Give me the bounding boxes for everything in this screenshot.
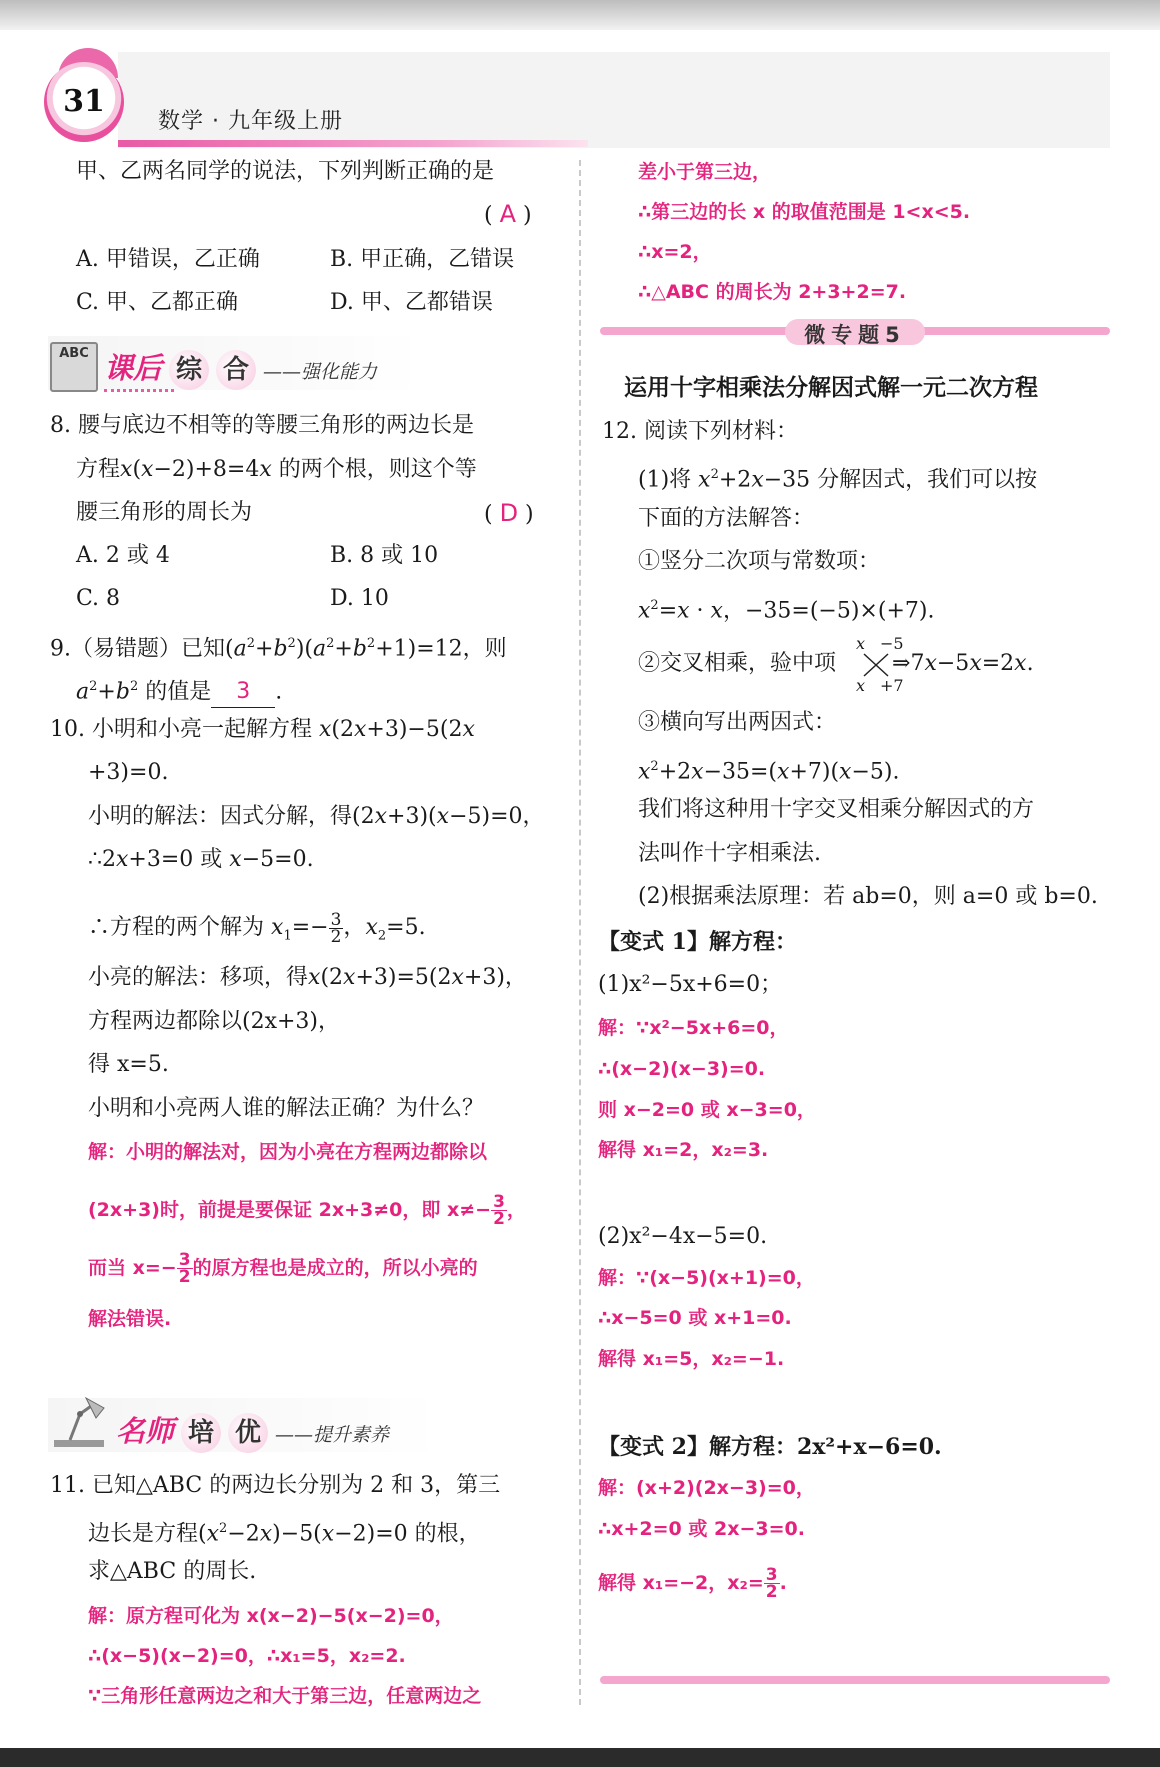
bottom-bar [0, 1748, 1160, 1767]
question-8-line2: 方程x(x−2)+8=4x 的两个根，则这个等 [76, 457, 477, 482]
question-8-line3: 腰三角形的周长为 [76, 500, 253, 525]
answer-8: D [499, 499, 519, 527]
question-9-line2: $a^2+b^2$ 的值是 3 . [76, 672, 282, 708]
section2-title-circle1: 培 [181, 1413, 221, 1453]
question-10-line6: 小亮的解法：移项，得x(2x+3)=5(2x+3)， [88, 965, 527, 990]
variant-1-s1: 解：∵x²−5x+6=0， [598, 1017, 789, 1039]
answer-7: A [499, 200, 516, 228]
answer-bracket-8: ( D ) [484, 499, 534, 527]
section-title-circle2: 合 [216, 350, 256, 390]
dotted-underline [104, 389, 174, 396]
variant-1-q2: (2)x²−4x−5=0. [598, 1224, 768, 1249]
page-number: 31 [63, 84, 105, 119]
question-8-line1: 8. 腰与底边不相等的等腰三角形的两边长是 [50, 413, 474, 438]
top-shadow [0, 0, 1160, 30]
question-10-line4: ∴2x+3=0 或 x−5=0. [88, 847, 314, 872]
question-12-line7: ③横向写出两因式： [638, 710, 837, 735]
header-accent-line [118, 140, 588, 147]
question-12-line2: (1)将 $x^2+2x-35$ 分解因式，我们可以按 [638, 467, 1038, 493]
solution-10-line2: (2x+3)时，前提是要保证 2x+3≠0，即 x≠− $\frac{3}{2}$ ， [88, 1192, 526, 1229]
cross-top-left: x [856, 634, 866, 653]
solution-10-line4: 解法错误. [88, 1308, 172, 1330]
book-title: 数学 · 九年级上册 [158, 109, 343, 134]
question-12-line5: $x^2=x \cdot x$，−35=(−5)×(+7). [638, 598, 935, 624]
section-title-part1: 课后 [104, 351, 163, 385]
question-11-line1: 11. 已知△ABC 的两边长分别为 2 和 3，第三 [50, 1473, 501, 1498]
micro-topic-tag: 微专题5 [785, 319, 925, 345]
variant-1-s2: ∴(x−2)(x−3)=0. [598, 1058, 766, 1080]
column-divider [579, 160, 581, 1705]
variant-1-s6: ∴x−5=0 或 x+1=0. [598, 1307, 792, 1329]
question-10-line9: 小明和小亮两人谁的解法正确？为什么？ [88, 1096, 485, 1121]
variant-2-s1: 解：(x+2)(2x−3)=0， [598, 1477, 815, 1499]
answer-9: 3 [211, 677, 275, 708]
lamp-icon [50, 1394, 108, 1450]
question-12-line10: 法叫作十字相乘法. [638, 841, 821, 866]
cross-bottom-right: +7 [880, 676, 904, 695]
book-icon [50, 342, 98, 392]
solution-11-line4: 差小于第三边， [638, 161, 772, 183]
section-title-after-class [104, 348, 377, 392]
question-9-line1: 9.（易错题）已知$(a^2+b^2)(a^2+b^2+1)=12$，则 [50, 636, 507, 662]
q8-option-d: D. 10 [330, 586, 389, 611]
question-10-line8: 得 x=5. [88, 1052, 169, 1077]
question-10-line2: +3)=0. [88, 760, 169, 785]
end-bar [600, 1676, 1110, 1684]
question-10-line3: 小明的解法：因式分解，得(2x+3)(x−5)=0， [88, 804, 545, 829]
variant-2-title: 【变式 2】解方程：2x²+x−6=0. [598, 1434, 942, 1460]
section2-title-circle2: 优 [228, 1413, 268, 1453]
option-a: A. 甲错误，乙正确 [76, 247, 260, 272]
variant-1-s4: 解得 x₁=2，x₂=3. [598, 1139, 769, 1161]
section-subtitle: ——强化能力 [263, 361, 378, 383]
cross-bottom-left: x [856, 676, 866, 695]
question-12-line4: ①竖分二次项与常数项： [638, 549, 881, 574]
q8-option-b: B. 8 或 10 [330, 543, 439, 568]
question-12-line1: 12. 阅读下列材料： [602, 419, 798, 444]
question-12-line6: ②交叉相乘，验中项 ⇒7x−5x=2x. [638, 651, 1034, 676]
question-12-line9: 我们将这种用十字交叉相乘分解因式的方 [638, 797, 1035, 822]
solution-10-line3: 而当 x=− $\frac{3}{2}$ 的原方程也是成立的，所以小亮的 [88, 1250, 478, 1287]
option-b: B. 甲正确，乙错误 [330, 247, 515, 272]
solution-11-line6: ∴x=2， [638, 241, 712, 263]
solution-11-line5: ∴第三边的长 x 的取值范围是 1<x<5. [638, 201, 971, 223]
variant-1-title: 【变式 1】解方程： [598, 929, 797, 955]
variant-1-s3: 则 x−2=0 或 x−3=0， [598, 1099, 816, 1121]
question-10-line5: ∴方程的两个解为 $x_1=-$ $\frac{3}{2}$ ，$x_2=5$. [88, 909, 426, 947]
section2-title-part1: 名师 [116, 1414, 175, 1448]
q8-option-a: A. 2 或 4 [76, 543, 170, 568]
question-11-line2: 边长是方程$(x^2-2x)-5(x-2)=0$ 的根， [88, 1521, 481, 1547]
variant-1-s7: 解得 x₁=5，x₂=−1. [598, 1348, 785, 1370]
cross-top-right: −5 [880, 634, 904, 653]
variant-1-s5: 解：∵(x−5)(x+1)=0， [598, 1267, 815, 1289]
variant-2-s2: ∴x+2=0 或 2x−3=0. [598, 1518, 805, 1540]
option-d: D. 甲、乙都错误 [330, 290, 493, 315]
variant-2-s3: 解得 x₁=−2，x₂= $\frac{3}{2}$ . [598, 1565, 787, 1602]
question-10-line7: 方程两边都除以(2x+3)， [88, 1009, 341, 1034]
question-11-line3: 求△ABC 的周长. [88, 1559, 257, 1584]
question-12-line3: 下面的方法解答： [638, 506, 815, 531]
section-title-teacher [116, 1411, 389, 1455]
solution-11-line2: ∴(x−5)(x−2)=0，∴x₁=5，x₂=2. [88, 1645, 406, 1667]
book-icon-label: ABC [59, 346, 89, 361]
solution-11-line3: ∵三角形任意两边之和大于第三边，任意两边之 [88, 1685, 482, 1707]
solution-11-line1: 解：原方程可化为 x(x−2)−5(x−2)=0， [88, 1605, 454, 1627]
micro-topic-title: 运用十字相乘法分解因式解一元二次方程 [624, 375, 1038, 401]
solution-11-line7: ∴△ABC 的周长为 2+3+2=7. [638, 281, 907, 303]
question-10-line1: 10. 小明和小亮一起解方程 x(2x+3)−5(2x [50, 717, 475, 742]
section2-subtitle: ——提升素养 [275, 1424, 390, 1446]
answer-bracket-7: ( A ) [484, 200, 532, 228]
option-c: C. 甲、乙都正确 [76, 290, 239, 315]
question-7-tail: 甲、乙两名同学的说法，下列判断正确的是 [76, 159, 495, 184]
cross-multiply-icon [862, 652, 890, 678]
section-title-circle1: 综 [169, 350, 209, 390]
q8-option-c: C. 8 [76, 586, 121, 611]
question-12-line11: (2)根据乘法原理：若 ab=0，则 a=0 或 b=0. [638, 884, 1098, 909]
question-12-line8: $x^2+2x-35=(x+7)(x-5)$. [638, 759, 900, 785]
variant-1-q1: (1)x²−5x+6=0； [598, 972, 783, 997]
solution-10-line1: 解：小明的解法对，因为小亮在方程两边都除以 [88, 1141, 488, 1163]
